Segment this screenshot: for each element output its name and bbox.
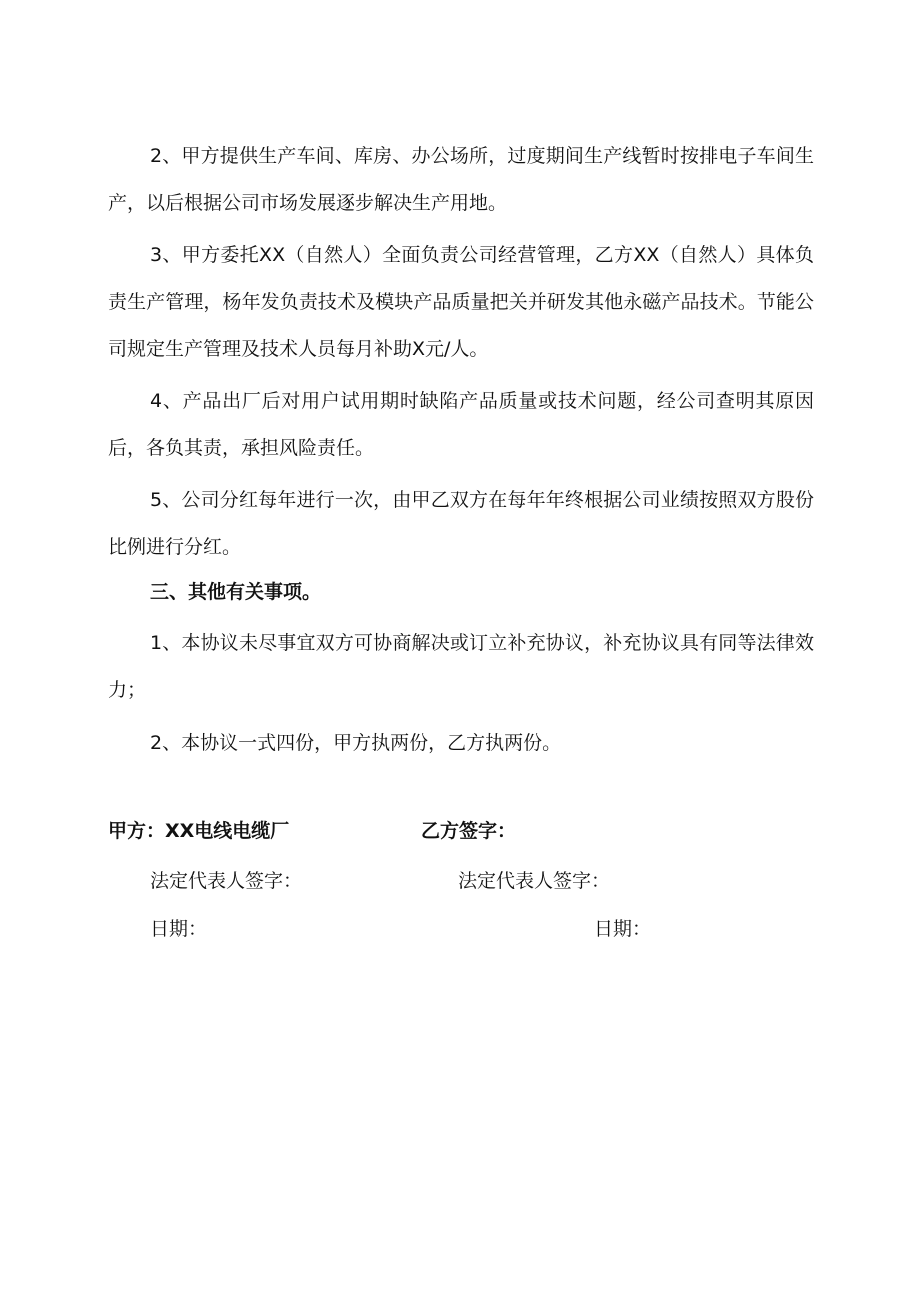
party-a-legal-rep-signature: 法定代表人签字： (150, 870, 303, 892)
party-b-date: 日期： (594, 918, 652, 940)
section-heading-other-matters: 三、其他有关事项。 (150, 581, 322, 603)
party-a-label: 甲方：XX电线电缆厂 (108, 820, 290, 842)
party-b-legal-rep-signature: 法定代表人签字： (458, 870, 611, 892)
other-matters-item-2: 2、本协议一式四份，甲方执两份，乙方执两份。 (150, 732, 562, 754)
clause-2-paragraph: 2、甲方提供生产车间、库房、办公场所，过度期间生产线暂时按排电子车间生产，以后根据公司市场发展逐步解决生产用地。 (108, 145, 814, 214)
party-b-signature-label: 乙方签字： (421, 820, 517, 842)
clause-5-paragraph: 5、公司分红每年进行一次，由甲乙双方在每年年终根据公司业绩按照双方股份比例进行分红。 (108, 489, 814, 558)
other-matters-item-1: 1、本协议未尽事宜双方可协商解决或订立补充协议，补充协议具有同等法律效力； (108, 632, 814, 701)
clause-4-paragraph: 4、产品出厂后对用户试用期时缺陷产品质量或技术问题，经公司查明其原因后，各负其责，承担风险责任。 (108, 390, 814, 459)
clause-3-paragraph: 3、甲方委托XX（自然人）全面负责公司经营管理，乙方XX（自然人）具体负责生产管理，杨年发负责技术及模块产品质量把关并研发其他永磁产品技术。节能公司规定生产管理及技术人员每月补助X元/人。 (108, 244, 814, 360)
party-a-date: 日期： (150, 918, 208, 940)
